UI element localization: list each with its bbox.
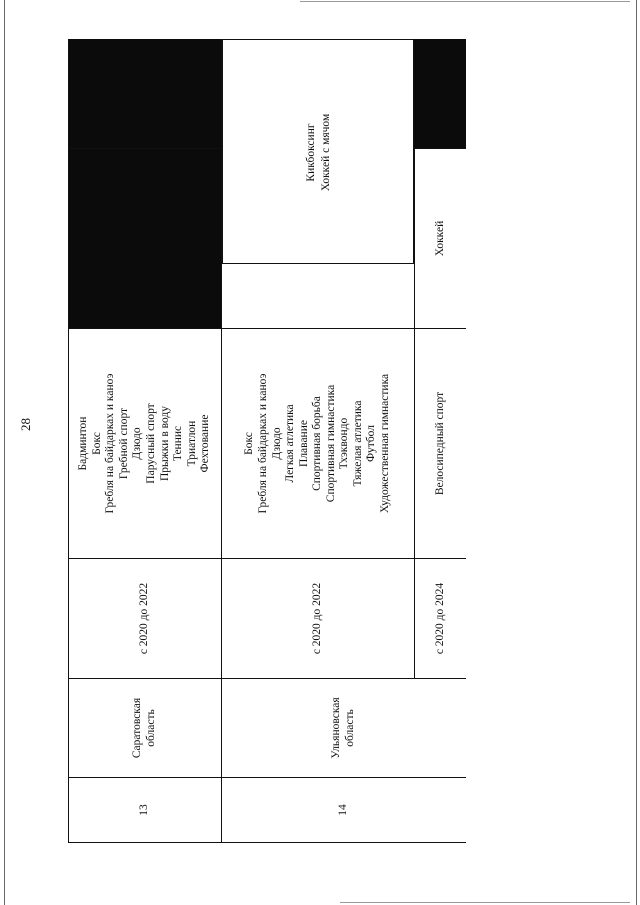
sport-item: Парусный спорт	[145, 403, 157, 484]
sports-list-cell: Велосипедный спорт	[415, 329, 467, 559]
sport-item: Дзюдо	[131, 427, 144, 460]
scan-edge-top	[300, 1, 630, 2]
scan-edge-left	[4, 0, 5, 905]
sport-item: Бокс	[243, 432, 256, 455]
region-cell: Ульяновская область	[222, 679, 467, 778]
kickboxing-box	[222, 39, 414, 264]
sport-item: Дзюдо	[270, 427, 283, 460]
row-number: 13	[69, 778, 222, 843]
sport-item: Тхэквондо	[338, 417, 351, 470]
scan-edge-bottom	[340, 902, 630, 903]
sport-item: Гребной спорт	[117, 407, 130, 480]
period-cell: с 2020 до 2024	[415, 559, 467, 679]
sport-item: Тяжелая атлетика	[351, 400, 364, 487]
kickboxing-text: Кикбоксинг Хоккей с мячом	[305, 113, 332, 192]
table-row	[69, 39, 222, 843]
sport-item: Бокс	[90, 432, 103, 455]
sport-item: Футбол	[365, 424, 378, 463]
redacted-cell	[69, 39, 222, 149]
redacted-cell	[69, 149, 222, 329]
sport-item: Плавание	[297, 420, 310, 467]
sport-item: Гребля на байдарках и каноэ	[256, 373, 269, 514]
sport-item: Фехтование	[199, 414, 212, 473]
scan-edge-right	[636, 0, 637, 905]
sport-item: Спортивная борьба	[311, 396, 324, 491]
sport-item: Прыжки в воду	[158, 405, 171, 482]
period-cell: с 2020 до 2022	[222, 559, 415, 679]
sports-list-cell	[222, 329, 415, 559]
sports-list-cell	[69, 329, 222, 559]
sport-item: Художественная гимнастика	[379, 373, 392, 514]
sport-item: Бадминтон	[77, 416, 90, 471]
period-cell: с 2020 до 2022	[69, 559, 222, 679]
sport-item: Триатлон	[185, 420, 198, 467]
sport-item: Гребля на байдарках и каноэ	[104, 373, 117, 514]
sport-item: Спортивная гимнастика	[324, 384, 337, 503]
page-number: 28	[18, 418, 33, 431]
sport-cell-hockey: Хоккей	[415, 149, 467, 329]
sport-item: Легкая атлетика	[284, 404, 297, 483]
sport-item: Теннис	[172, 425, 185, 462]
row-number: 14	[222, 778, 467, 843]
region-cell: Саратовская область	[69, 679, 222, 778]
